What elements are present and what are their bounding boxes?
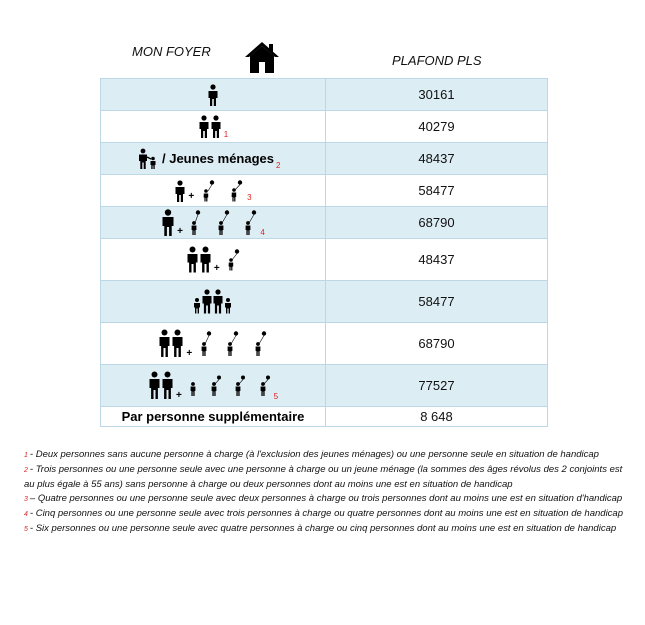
child-with-balloon-icon xyxy=(201,180,215,202)
plus-sign: + xyxy=(213,262,220,274)
footnote-ref: 5 xyxy=(273,391,279,401)
footnote-ref: 4 xyxy=(260,227,265,237)
table-row xyxy=(101,407,548,427)
ceiling-value: 8 648 xyxy=(326,407,548,427)
child-with-balloon-icon xyxy=(242,210,258,236)
table-row xyxy=(101,79,548,111)
child-with-balloon-icon xyxy=(223,331,241,357)
footnote-ref: 3 xyxy=(247,192,252,202)
footnote: 2 - Trois personnes ou une personne seule avec une personne à charge ou un jeune ménage (la sommes des âges révolus des 2 conjoints est au plus égale à 55 ans) sans personne à charge ou deux personnes dont au moins une est en situation de handicap xyxy=(24,464,623,490)
pls-ceiling-header: PLAFOND PLS xyxy=(392,53,482,68)
footnote: 1 - Deux personnes sans aucune personne à charge (à l'exclusion des jeunes ménages) ou une personne seule en situation de handicap xyxy=(24,449,599,460)
ceiling-value: 58477 xyxy=(326,175,548,207)
two-adults-icon xyxy=(186,246,212,274)
child-icon xyxy=(188,375,198,397)
plus-sign: + xyxy=(186,347,193,359)
per-additional-person-label: Par personne supplémentaire xyxy=(101,407,326,427)
household-composition xyxy=(101,365,326,407)
child-with-balloon-icon xyxy=(233,375,247,397)
ceiling-value: 48437 xyxy=(326,143,548,175)
table-row xyxy=(101,323,548,365)
plus-sign: + xyxy=(188,190,195,202)
household-composition xyxy=(101,281,326,323)
adult-person-icon xyxy=(161,209,175,237)
child-with-balloon-icon xyxy=(189,210,203,236)
child-with-balloon-icon xyxy=(227,180,245,202)
household-composition xyxy=(101,79,326,111)
footnote-ref: 2 xyxy=(276,160,281,170)
ceiling-value: 68790 xyxy=(326,207,548,239)
child-with-balloon-icon xyxy=(209,375,223,397)
table-row xyxy=(101,143,548,175)
household-composition xyxy=(101,323,326,365)
household-composition xyxy=(101,143,326,175)
house-icon xyxy=(244,40,280,74)
adult-person-icon xyxy=(174,180,186,202)
child-with-balloon-icon xyxy=(226,249,240,271)
table-row xyxy=(101,207,548,239)
child-with-balloon-icon xyxy=(258,375,272,397)
household-composition xyxy=(101,239,326,281)
footnote-ref: 1 xyxy=(223,129,229,139)
two-adults-icon xyxy=(148,371,174,401)
household-composition xyxy=(101,175,326,207)
plus-sign: + xyxy=(177,225,184,237)
child-with-balloon-icon xyxy=(199,331,213,357)
table-row xyxy=(101,239,548,281)
ceiling-value: 30161 xyxy=(326,79,548,111)
table-row xyxy=(101,111,548,143)
table-row xyxy=(101,365,548,407)
ceiling-value: 58477 xyxy=(326,281,548,323)
household-composition xyxy=(101,111,326,143)
child-with-balloon-icon xyxy=(214,210,232,236)
adult-person-icon xyxy=(207,84,219,106)
child-with-balloon-icon xyxy=(252,331,268,357)
my-household-header: MON FOYER xyxy=(132,44,211,59)
pls-ceiling-table xyxy=(100,78,548,427)
adult-with-child-icon xyxy=(137,148,159,170)
table-row xyxy=(101,175,548,207)
two-adults-icon xyxy=(198,115,222,139)
table-row xyxy=(101,281,548,323)
footnotes xyxy=(24,448,630,537)
footnote: 3 – Quatre personnes ou une personne seule avec deux personnes à charge ou trois personnes dont au moins une est en situation d'handicap xyxy=(24,493,623,504)
footnote: 5 - Six personnes ou une personne seule avec quatre personnes à charge ou cinq personnes dont au moins une est en situation de handicap xyxy=(24,523,617,534)
ceiling-value: 40279 xyxy=(326,111,548,143)
ceiling-value: 77527 xyxy=(326,365,548,407)
family-icon xyxy=(191,289,235,315)
ceiling-value: 48437 xyxy=(326,239,548,281)
ceiling-value: 68790 xyxy=(326,323,548,365)
plus-sign: + xyxy=(175,389,182,401)
young-couples-label: / Jeunes ménages xyxy=(162,151,274,166)
footnote: 4 - Cinq personnes ou une personne seule avec trois personnes à charge ou quatre personnes dont au moins une est en situation de handicap xyxy=(24,508,623,519)
two-adults-icon xyxy=(158,329,184,359)
household-composition xyxy=(101,207,326,239)
